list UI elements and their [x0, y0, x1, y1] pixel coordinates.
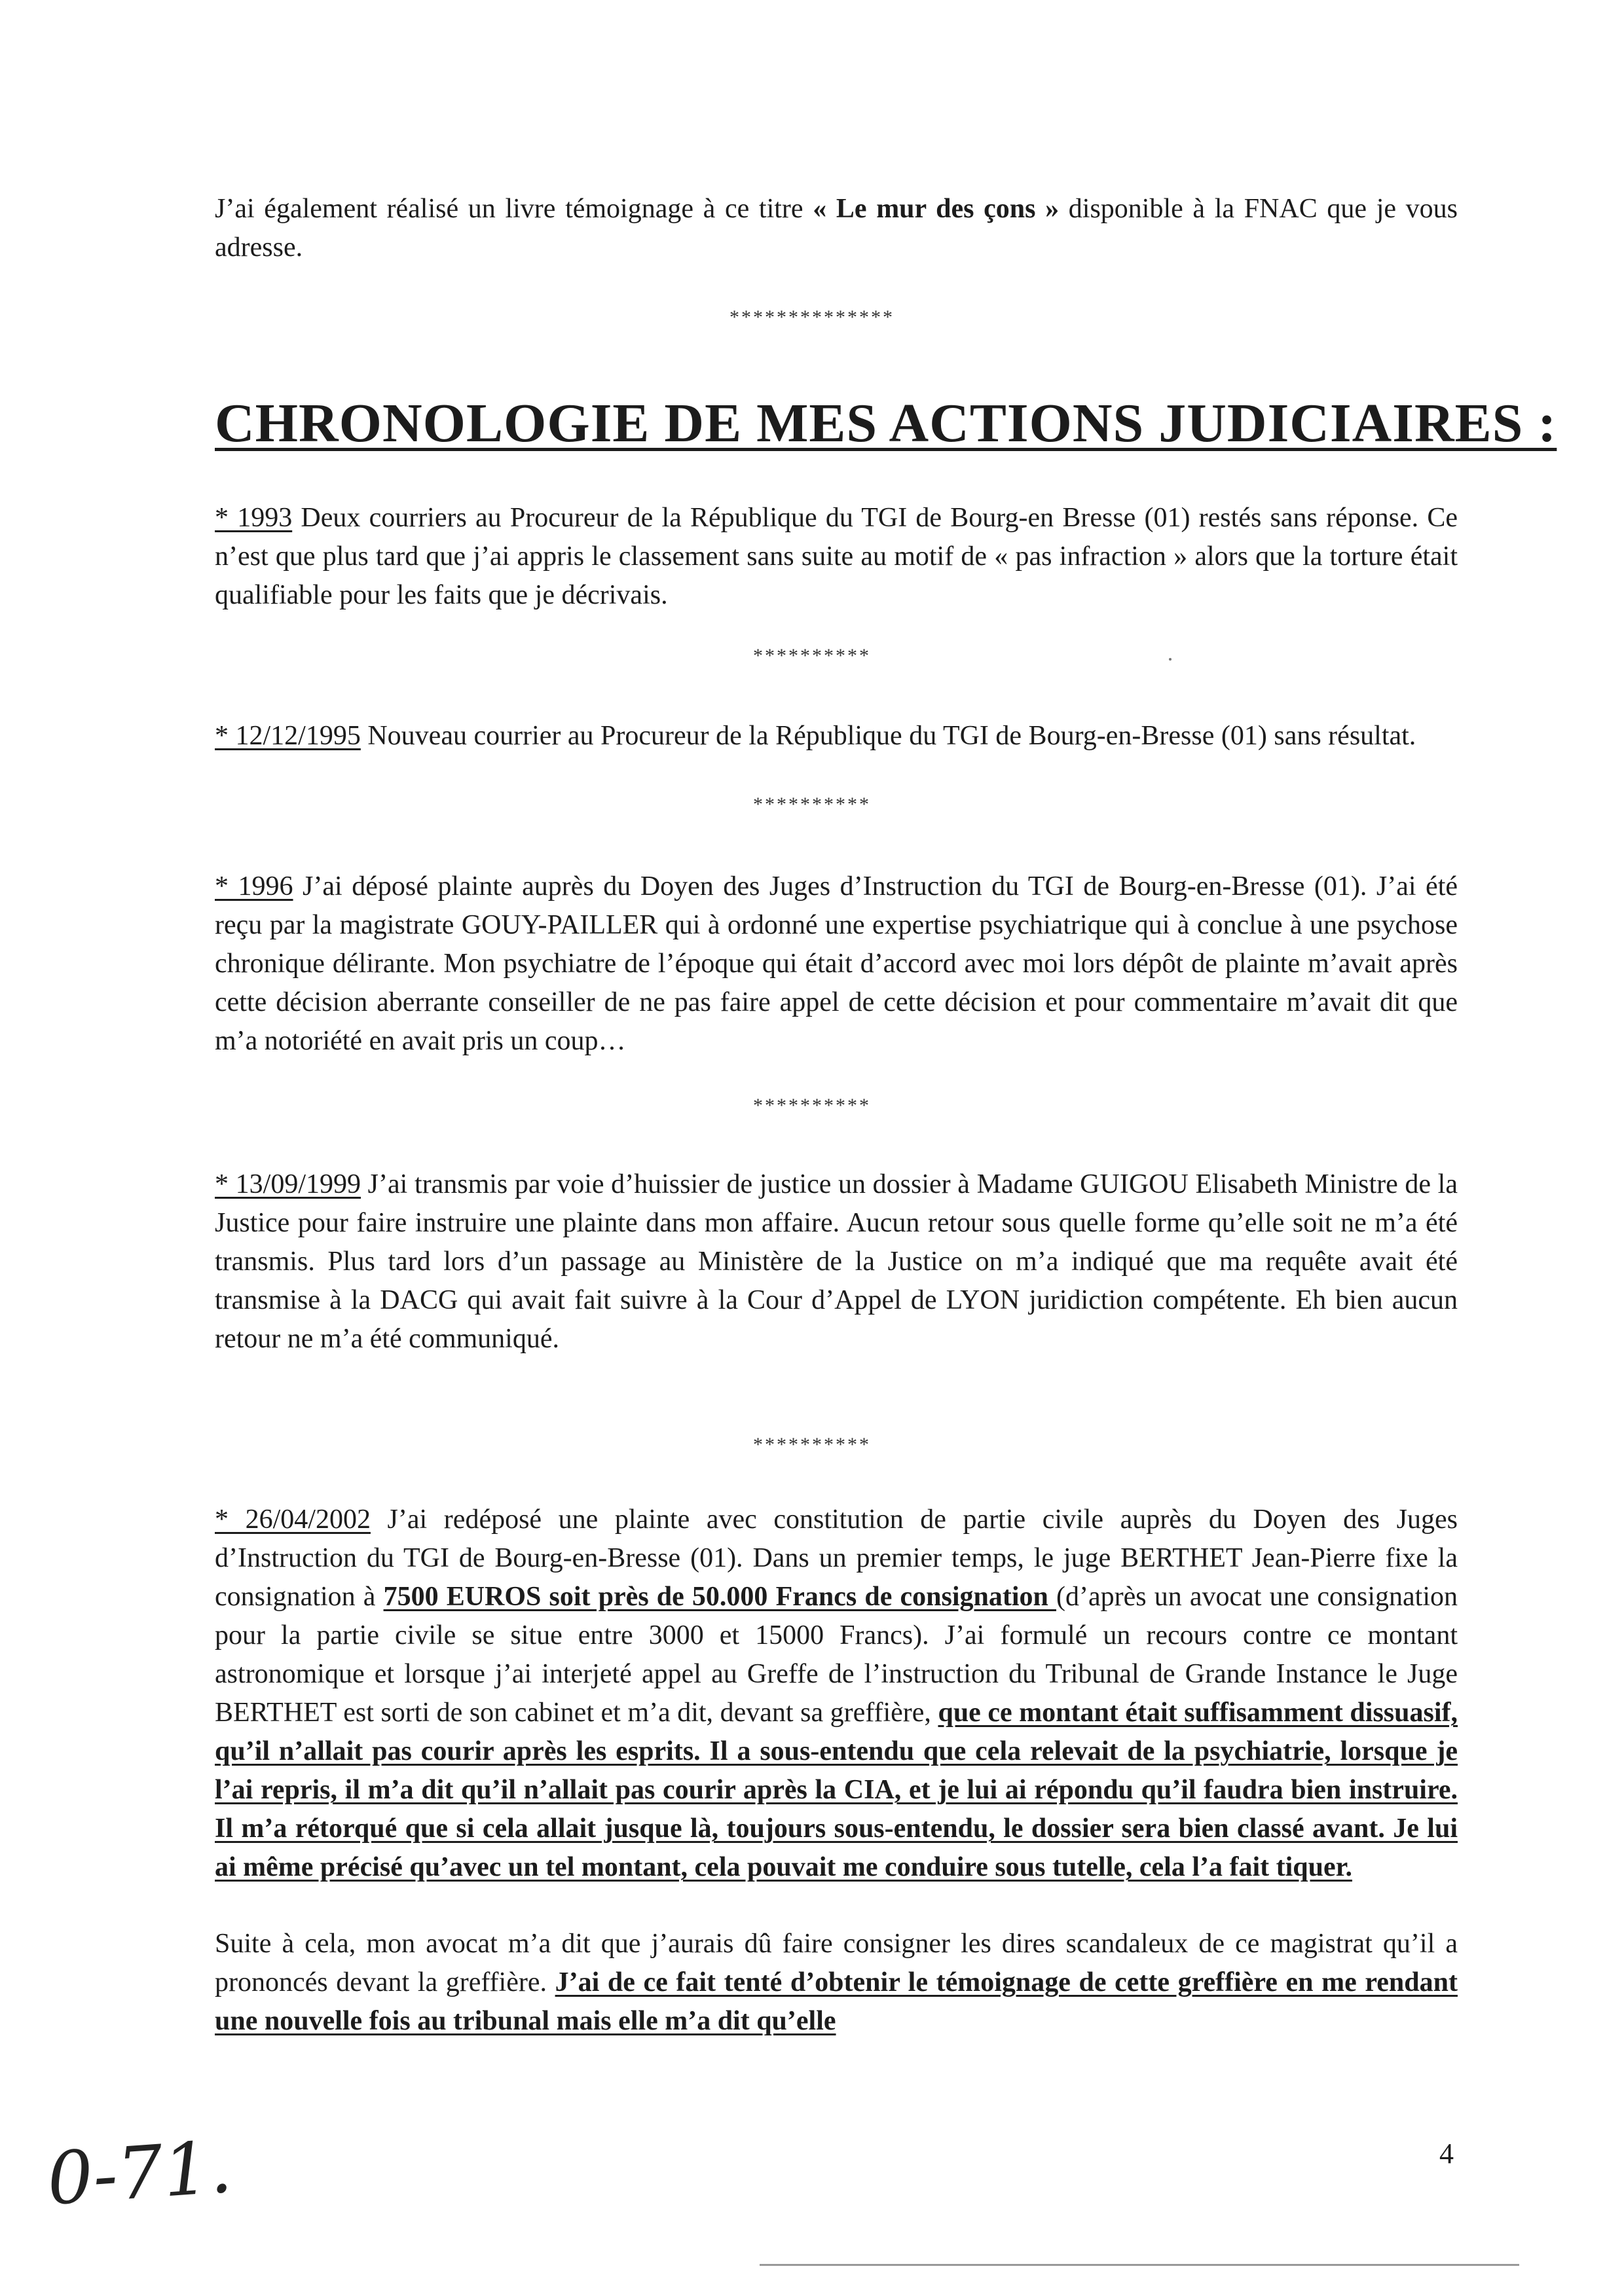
separator: **********	[753, 1095, 871, 1116]
scan-edge-line	[760, 2264, 1519, 2266]
entry-date: * 13/09/1999	[215, 1169, 361, 1199]
entry-1999	[215, 1165, 1458, 1358]
intro-text-2: disponible à la FNAC que je vous adresse.	[215, 194, 1458, 263]
separator: **********	[753, 793, 871, 815]
entry-1995	[215, 717, 1458, 756]
page-title: CHRONOLOGIE DE MES ACTIONS JUDICIAIRES :	[215, 393, 1557, 454]
emphasis-quote: que ce montant était suffisamment dissuasif, qu’il n’allait pas courir après les esprits. Il a sous-entendu que cela relevait de la psychiatrie, lorsque je l’ai repris, il m’a dit qu’il n’allait pas courir après la CIA, et je lui ai répondu qu’il faudra bien instruire. Il m’a rétorqué que si cela allait jusque là, toujours sous-entendu, le dossier sera bien classé avant. Je lui ai même précisé qu’avec un tel montant, cela pouvait me conduire sous tutelle, cela l’a fait tiquer.	[215, 1698, 1458, 1882]
entry-date: * 26/04/2002	[215, 1504, 371, 1535]
emphasis-testimony: J’ai de ce fait tenté d’obtenir le témoignage de cette greffière en me rendant une nouvelle fois au tribunal mais elle m’a dit qu’elle	[215, 1967, 1458, 2036]
page-number: 4	[1439, 2138, 1454, 2170]
handwritten-annotation: 0-71.	[44, 2124, 235, 2221]
entry-date: * 1993	[215, 503, 293, 533]
entry-1993	[215, 499, 1458, 615]
book-title: « Le mur des çons »	[813, 194, 1060, 224]
continued-text: Suite à cela, mon avocat m’a dit que j’aurais dû faire consigner les dires scandaleux de ce magistrat qu’il a prononcés devant la greffière.	[215, 1929, 1458, 1997]
entry-1996	[215, 867, 1458, 1061]
entry-date: * 1996	[215, 871, 293, 902]
intro-paragraph	[215, 190, 1458, 267]
intro-text-1: J’ai également réalisé un livre témoignage à ce titre	[215, 194, 813, 224]
entry-text: Nouveau courrier au Procureur de la République du TGI de Bourg-en-Bresse (01) sans résultat.	[360, 721, 1416, 751]
entry-text-2: (d’après un avocat une consignation pour la partie civile se situe entre 3000 et 15000 Francs). J’ai formulé un recours contre ce montant astronomique et lorsque j’ai interjeté appel au Greffe de l’instruction du Tribunal de Grande Instance le Juge BERTHET est sorti de son cabinet et m’a dit, devant sa greffière,	[215, 1582, 1458, 1728]
separator: **********	[753, 645, 871, 666]
separator: **************	[729, 306, 895, 328]
entry-text: Deux courriers au Procureur de la République du TGI de Bourg-en Bresse (01) restés sans réponse. Ce n’est que plus tard que j’ai appris le classement sans suite au motif de « pas infraction » alors que la torture était qualifiable pour les faits que je décrivais.	[215, 503, 1458, 610]
entry-2002-continued	[215, 1925, 1458, 2041]
entry-text: J’ai déposé plainte auprès du Doyen des Juges d’Instruction du TGI de Bourg-en-Bresse (01). J’ai été reçu par la magistrate GOUY-PAILLER qui à ordonné une expertise psychiatrique qui à conclue à une psychose chronique délirante. Mon psychiatre de l’époque qui était d’accord avec moi lors dépôt de plainte m’avait après cette décision aberrante conseiller de ne pas faire appel de cette décision et pour commentaire m’avait dit que m’a notoriété en avait pris un coup…	[215, 871, 1458, 1056]
emphasis-amount: 7500 EUROS soit près de 50.000 Francs de consignation	[383, 1582, 1056, 1612]
speck	[1169, 658, 1172, 661]
entry-text: J’ai redéposé une plainte avec constitution de partie civile auprès du Doyen des Juges d’Instruction du TGI de Bourg-en-Bresse (01). Dans un premier temps, le juge BERTHET Jean-Pierre fixe la consignation à	[215, 1504, 1458, 1612]
entry-text: J’ai transmis par voie d’huissier de justice un dossier à Madame GUIGOU Elisabeth Ministre de la Justice pour faire instruire une plainte dans mon affaire. Aucun retour sous quelle forme qu’elle soit ne m’a été transmis. Plus tard lors d’un passage au Ministère de la Justice on m’a indiqué que ma requête avait été transmise à la DACG qui avait fait suivre à la Cour d’Appel de LYON juridiction compétente. Eh bien aucun retour ne m’a été communiqué.	[215, 1169, 1458, 1354]
entry-2002	[215, 1501, 1458, 1887]
separator: **********	[753, 1434, 871, 1455]
entry-date: * 12/12/1995	[215, 721, 361, 751]
